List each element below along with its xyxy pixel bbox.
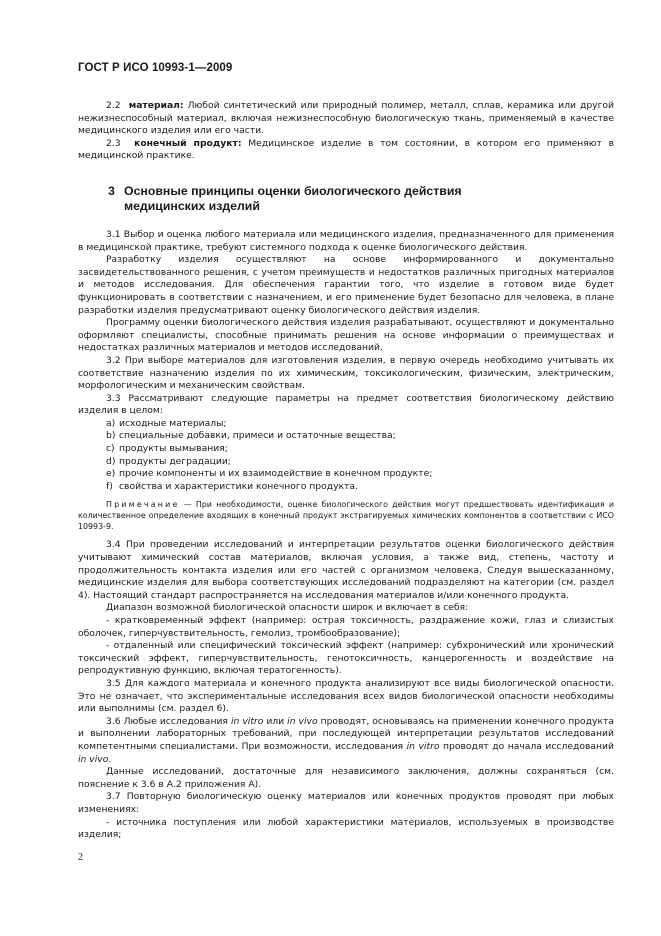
paragraph-3-7: 3.7 Повторную биологическую оценку материалов или конечных продуктов проводят при любых изменениях: [78,791,614,815]
paragraph-hazard-range: Диапазон возможной биологической опасности широк и включает в себя: [106,602,469,614]
document-page [78,62,614,922]
dash-item-long-term: - отдаленный или специфический токсический эффект (например: субхронический или хронический токсический эффект, гиперчувствительность, генотоксичность, канцерогенность и воздействие на репродуктивную функцию, включая тератогенность). [78,640,614,677]
list-item: e) прочие компоненты и их взаимодействие в конечном продукте; [106,468,433,480]
section-title: 3 Основные принципы оценки биологического действия медицинских изделий [108,183,462,214]
paragraph-development: Разработку изделия осуществляют на основе информированного и документально засвидетельствованного решения, с учетом преимуществ и недостатков различных пригодных материалов и методов исследования. Для обеспечения гарантии того, что изделие в готовом виде будет функционировать в соответствии с назначением, и его применение будет безопасно для человека, в плане разработки изделия предусматривают оценку биологического действия изделия. [78,254,614,316]
term-word: материал: [128,100,184,111]
list-item: d) продукты деградации; [106,455,231,467]
list-item: f) свойства и характеристики конечного продукта. [106,480,358,492]
paragraph-data-retention: Данные исследований, достаточные для независимого заключения, должны сохраняться (см. пояснение к 3.6 в А.2 приложения А). [78,766,614,790]
list-item: a) исходные материалы; [106,417,227,429]
list-item: c) продукты вымывания; [106,443,228,455]
paragraph-3-3: 3.3 Рассматривают следующие параметры на предмет соответствия биологическому действию изделия в целом: [78,392,614,417]
parameter-list [78,418,614,494]
dash-item-short-term: - кратковременный эффект (например: острая токсичность, раздражение кожи, глаз и слизистых оболочек, гиперчувствительность, гемолиз, тромбообразование); [78,615,614,639]
paragraph-3-5: 3.5 Для каждого материала и конечного продукта анализируют все виды биологической опасности. Это не означает, что экспериментальные исследования всех видов биологической опасности необходимы или выполнимы (см. раздел 6). [78,677,614,715]
paragraph-program: Программу оценки биологического действия изделия разрабатывают, осуществляют и документально оформляют специалисты, способные принимать решения на основе информации о преимуществах и недостатках различных материалов и методов исследований. [78,317,614,354]
page-number: 2 [78,852,83,863]
paragraph-3-4: 3.4 При проведении исследований и интерпретации результатов оценки биологического действия учитывают химический состав материалов, включая условия, а также вид, степень, частоту и продолжительность контакта изделия или его частей с организмом человека. Следуя вышесказанному, медицинские изделия для выбора соответствующих исследований подразделяют на категории (см. раздел 4). Настоящий стандарт распространяется на исследования материалов и/или конечного продукта. [78,539,614,601]
paragraph-3-2: 3.2 При выборе материалов для изготовления изделия, в первую очередь необходимо учитывать их соответствие назначению изделия по их химическим, токсикологическим, физическим, электрическим, морфологическим и механическим свойствам. [78,354,614,392]
note-label: Примечание [106,500,180,510]
list-item: b) специальные добавки, примеси и остаточные вещества; [106,430,396,442]
term-word: конечный продукт: [134,137,242,149]
dash-item-material-source: - источника поступления или любой характеристики материалов, используемых в производстве изделия; [78,816,614,841]
document-header: ГОСТ Р ИСО 10993-1—2009 [78,62,233,74]
note: Примечание — При необходимости, оценке биологического действия могут предшествовать идентификация и количественное определение входящих в конечный продукт экстрагируемых химических компонентов в соответствии с ИСО 10993-9. [78,500,614,532]
term-2-2: 2.2 материал: Любой синтетический или природный полимер, металл, сплав, керамика или другой нежизнеспособный материал, включая нежизнеспособную биологическую ткань, применяемый в качестве медицинского изделия или его части. [78,100,615,137]
term-2-3: 2.3 конечный продукт: Медицинское изделие в том состоянии, в котором его применяют в медицинской практике. [78,137,615,162]
paragraph-3-6: 3.6 Любые исследования in vitro или in vivo проводят, основываясь на применении конечного продукта и выполнении лабораторных требований, при последующей интерпретации результатов исследований компетентными специалистами. При возможности, исследования in vitro проводят до начала исследований in vivo. [78,715,614,765]
paragraph-3-1: 3.1 Выбор и оценка любого материала или медицинского изделия, предназначенного для применения в медицинской практике, требуют системного подхода к оценке биологического действия. [78,228,614,253]
